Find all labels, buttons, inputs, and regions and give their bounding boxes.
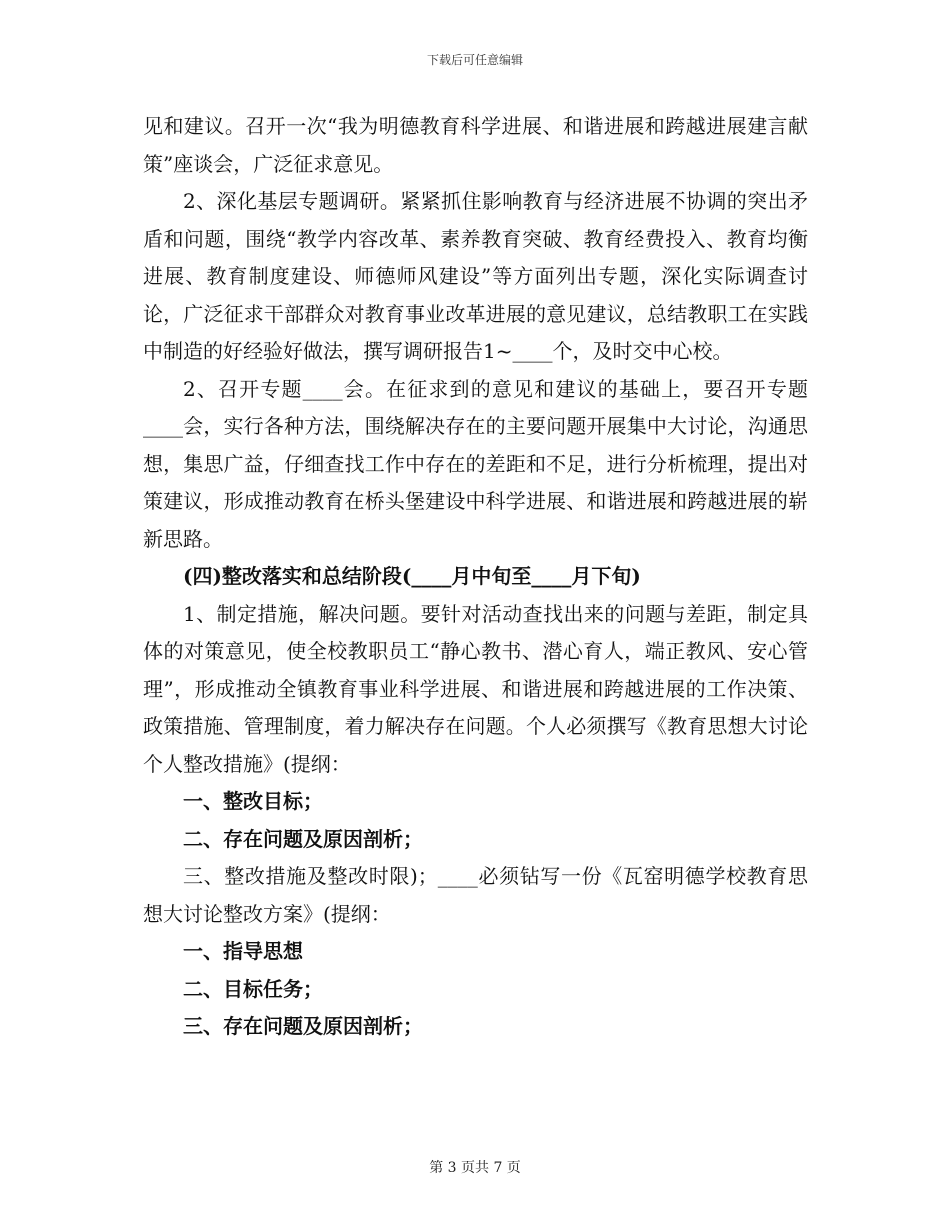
paragraph: 一、整改目标； xyxy=(183,789,323,813)
document-body xyxy=(143,108,808,1046)
paragraph: 1、制定措施，解决问题。要针对活动查找出来的问题与差距，制定具体的对策意见，使全校教职员工“静心教书、潜心育人，端正教风、安心管理”，形成推动全镇教育事业科学进展、和谐进展和跨越进展的工作决策、政策措施、管理制度，着力解决存在问题。个人必须撰写《教育思想大讨论个人整改措施》(提纲： xyxy=(143,601,808,776)
paragraph: 一、指导思想 xyxy=(183,939,303,963)
paragraph: 2、召开专题____会。在征求到的意见和建议的基础上，要召开专题____会，实行各种方法，围绕解决存在的主要问题开展集中大讨论，沟通思想，集思广益，仔细查找工作中存在的差距和不足，进行分析梳理，提出对策建议，形成推动教育在桥头堡建设中科学进展、和谐进展和跨越进展的崭新思路。 xyxy=(143,376,808,551)
paragraph: 二、存在问题及原因剖析； xyxy=(183,826,423,851)
page-header: 下载后可任意编辑 xyxy=(426,53,523,67)
paragraph: 三、存在问题及原因剖析； xyxy=(183,1014,423,1038)
paragraph: 二、目标任务； xyxy=(183,976,323,1001)
paragraph: 见和建议。召开一次“我为明德教育科学进展、和谐进展和跨越进展建言献策”座谈会，广泛征求意见。 xyxy=(143,114,808,176)
paragraph: (四)整改落实和总结阶段(____月中旬至____月下旬) xyxy=(183,564,641,588)
paragraph: 三、整改措施及整改时限)；____必须钻写一份《瓦窑明德学校教育思想大讨论整改方案》(提纲： xyxy=(143,864,808,926)
page-footer: 第 3 页共 7 页 xyxy=(429,1160,521,1176)
paragraph: 2、深化基层专题调研。紧紧抓住影响教育与经济进展不协调的突出矛盾和问题，围绕“教学内容改革、素养教育突破、教育经费投入、教育均衡进展、教育制度建设、师德师风建设”等方面列出专题，深化实际调查讨论，广泛征求干部群众对教育事业改革进展的意见建议，总结教职工在实践中制造的好经验好做法，撰写调研报告1~____个，及时交中心校。 xyxy=(143,189,808,363)
